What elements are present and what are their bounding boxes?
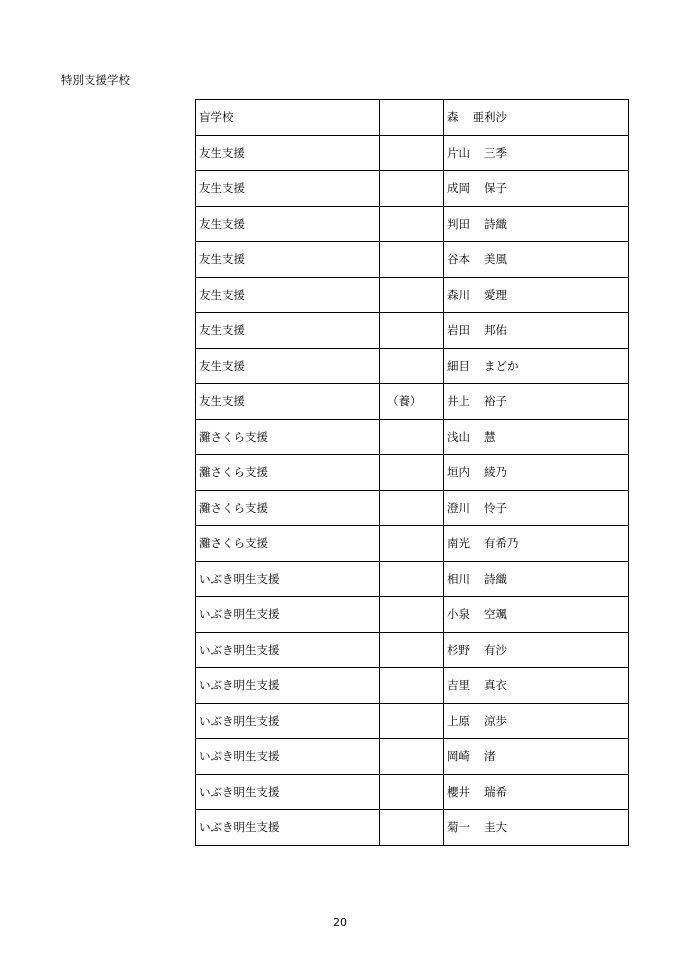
school-cell: 友生支援 bbox=[196, 171, 380, 207]
surname: 小泉 bbox=[447, 607, 470, 622]
school-cell: いぶき明生支援 bbox=[196, 739, 380, 775]
given-name: 詩織 bbox=[484, 216, 507, 231]
name-cell bbox=[444, 242, 629, 278]
note-cell bbox=[380, 810, 444, 846]
note-cell bbox=[380, 455, 444, 491]
name-cell bbox=[444, 561, 629, 597]
given-name: 圭大 bbox=[484, 820, 507, 835]
school-cell: 灘さくら支援 bbox=[196, 455, 380, 491]
school-cell: 友生支援 bbox=[196, 313, 380, 349]
name-cell bbox=[444, 597, 629, 633]
surname: 浅山 bbox=[447, 429, 470, 444]
note-cell bbox=[380, 242, 444, 278]
table-row bbox=[196, 739, 629, 775]
surname: 井上 bbox=[447, 394, 470, 409]
school-cell: 友生支援 bbox=[196, 242, 380, 278]
school-cell: いぶき明生支援 bbox=[196, 561, 380, 597]
school-cell: 灘さくら支援 bbox=[196, 526, 380, 562]
school-cell: 友生支援 bbox=[196, 206, 380, 242]
name-cell bbox=[444, 632, 629, 668]
name-cell bbox=[444, 313, 629, 349]
name-cell bbox=[444, 135, 629, 171]
school-cell: 友生支援 bbox=[196, 384, 380, 420]
table-row bbox=[196, 455, 629, 491]
given-name: 三季 bbox=[484, 145, 507, 160]
surname: 成岡 bbox=[447, 181, 470, 196]
name-cell bbox=[444, 419, 629, 455]
table-row bbox=[196, 313, 629, 349]
surname: 岩田 bbox=[447, 323, 470, 338]
name-cell bbox=[444, 739, 629, 775]
table-row bbox=[196, 348, 629, 384]
note-cell bbox=[380, 703, 444, 739]
table-row bbox=[196, 810, 629, 846]
note-cell bbox=[380, 419, 444, 455]
given-name: 怜子 bbox=[484, 500, 507, 515]
note-cell bbox=[380, 632, 444, 668]
surname: 吉里 bbox=[447, 678, 470, 693]
surname: 相川 bbox=[447, 571, 470, 586]
given-name: 保子 bbox=[484, 181, 507, 196]
school-cell: いぶき明生支援 bbox=[196, 703, 380, 739]
surname: 森川 bbox=[447, 287, 470, 302]
given-name: 裕子 bbox=[484, 394, 507, 409]
note-cell bbox=[380, 100, 444, 136]
given-name: 涼歩 bbox=[484, 713, 507, 728]
table-row bbox=[196, 206, 629, 242]
table-row bbox=[196, 242, 629, 278]
given-name: 瑞希 bbox=[484, 784, 507, 799]
given-name: 愛理 bbox=[484, 287, 507, 302]
given-name: 美風 bbox=[484, 252, 507, 267]
name-cell bbox=[444, 100, 629, 136]
given-name: 亜利沙 bbox=[472, 110, 507, 125]
note-cell bbox=[380, 135, 444, 171]
school-cell: 友生支援 bbox=[196, 135, 380, 171]
name-cell bbox=[444, 277, 629, 313]
table-row bbox=[196, 597, 629, 633]
given-name: 綾乃 bbox=[484, 465, 507, 480]
name-cell bbox=[444, 774, 629, 810]
surname: 細目 bbox=[447, 358, 470, 373]
name-cell bbox=[444, 526, 629, 562]
table-row bbox=[196, 135, 629, 171]
table-row bbox=[196, 277, 629, 313]
note-cell bbox=[380, 277, 444, 313]
given-name: 詩織 bbox=[484, 571, 507, 586]
table-row bbox=[196, 100, 629, 136]
school-cell: いぶき明生支援 bbox=[196, 774, 380, 810]
surname: 森 bbox=[447, 110, 459, 125]
note-cell bbox=[380, 774, 444, 810]
name-cell bbox=[444, 490, 629, 526]
note-cell: （養） bbox=[380, 384, 444, 420]
school-cell: 友生支援 bbox=[196, 277, 380, 313]
given-name: まどか bbox=[484, 358, 519, 373]
name-cell bbox=[444, 171, 629, 207]
table-row bbox=[196, 632, 629, 668]
given-name: 真衣 bbox=[484, 678, 507, 693]
surname: 谷本 bbox=[447, 252, 470, 267]
surname: 岡崎 bbox=[447, 749, 470, 764]
note-cell bbox=[380, 313, 444, 349]
table-row bbox=[196, 703, 629, 739]
school-cell: いぶき明生支援 bbox=[196, 597, 380, 633]
school-cell: 盲学校 bbox=[196, 100, 380, 136]
table-row bbox=[196, 384, 629, 420]
note-cell bbox=[380, 490, 444, 526]
table-row bbox=[196, 526, 629, 562]
surname: 判田 bbox=[447, 216, 470, 231]
school-cell: 灘さくら支援 bbox=[196, 419, 380, 455]
name-cell bbox=[444, 810, 629, 846]
surname: 垣内 bbox=[447, 465, 470, 480]
name-cell bbox=[444, 384, 629, 420]
surname: 上原 bbox=[447, 713, 470, 728]
given-name: 空颯 bbox=[484, 607, 507, 622]
name-cell bbox=[444, 206, 629, 242]
name-cell bbox=[444, 668, 629, 704]
table-row bbox=[196, 171, 629, 207]
surname: 櫻井 bbox=[447, 784, 470, 799]
note-cell bbox=[380, 597, 444, 633]
surname: 澄川 bbox=[447, 500, 470, 515]
table-row bbox=[196, 419, 629, 455]
table-row bbox=[196, 774, 629, 810]
page-number: 20 bbox=[333, 916, 347, 929]
surname: 杉野 bbox=[447, 642, 470, 657]
name-cell bbox=[444, 348, 629, 384]
surname: 南光 bbox=[447, 536, 470, 551]
school-cell: いぶき明生支援 bbox=[196, 810, 380, 846]
surname: 菊一 bbox=[447, 820, 470, 835]
section-heading: 特別支援学校 bbox=[61, 73, 130, 87]
school-cell: いぶき明生支援 bbox=[196, 632, 380, 668]
table-row bbox=[196, 561, 629, 597]
note-cell bbox=[380, 739, 444, 775]
given-name: 渚 bbox=[484, 749, 496, 764]
school-cell: 友生支援 bbox=[196, 348, 380, 384]
name-cell bbox=[444, 703, 629, 739]
note-cell bbox=[380, 206, 444, 242]
given-name: 有沙 bbox=[484, 642, 507, 657]
roster-table-body bbox=[196, 100, 629, 846]
school-cell: いぶき明生支援 bbox=[196, 668, 380, 704]
given-name: 有希乃 bbox=[484, 536, 519, 551]
school-cell: 灘さくら支援 bbox=[196, 490, 380, 526]
table-row bbox=[196, 490, 629, 526]
note-cell bbox=[380, 561, 444, 597]
name-cell bbox=[444, 455, 629, 491]
note-cell bbox=[380, 526, 444, 562]
given-name: 邦佑 bbox=[484, 323, 507, 338]
given-name: 慧 bbox=[484, 429, 496, 444]
note-cell bbox=[380, 171, 444, 207]
roster-table bbox=[195, 99, 629, 846]
surname: 片山 bbox=[447, 145, 470, 160]
note-cell bbox=[380, 668, 444, 704]
note-cell bbox=[380, 348, 444, 384]
table-row bbox=[196, 668, 629, 704]
